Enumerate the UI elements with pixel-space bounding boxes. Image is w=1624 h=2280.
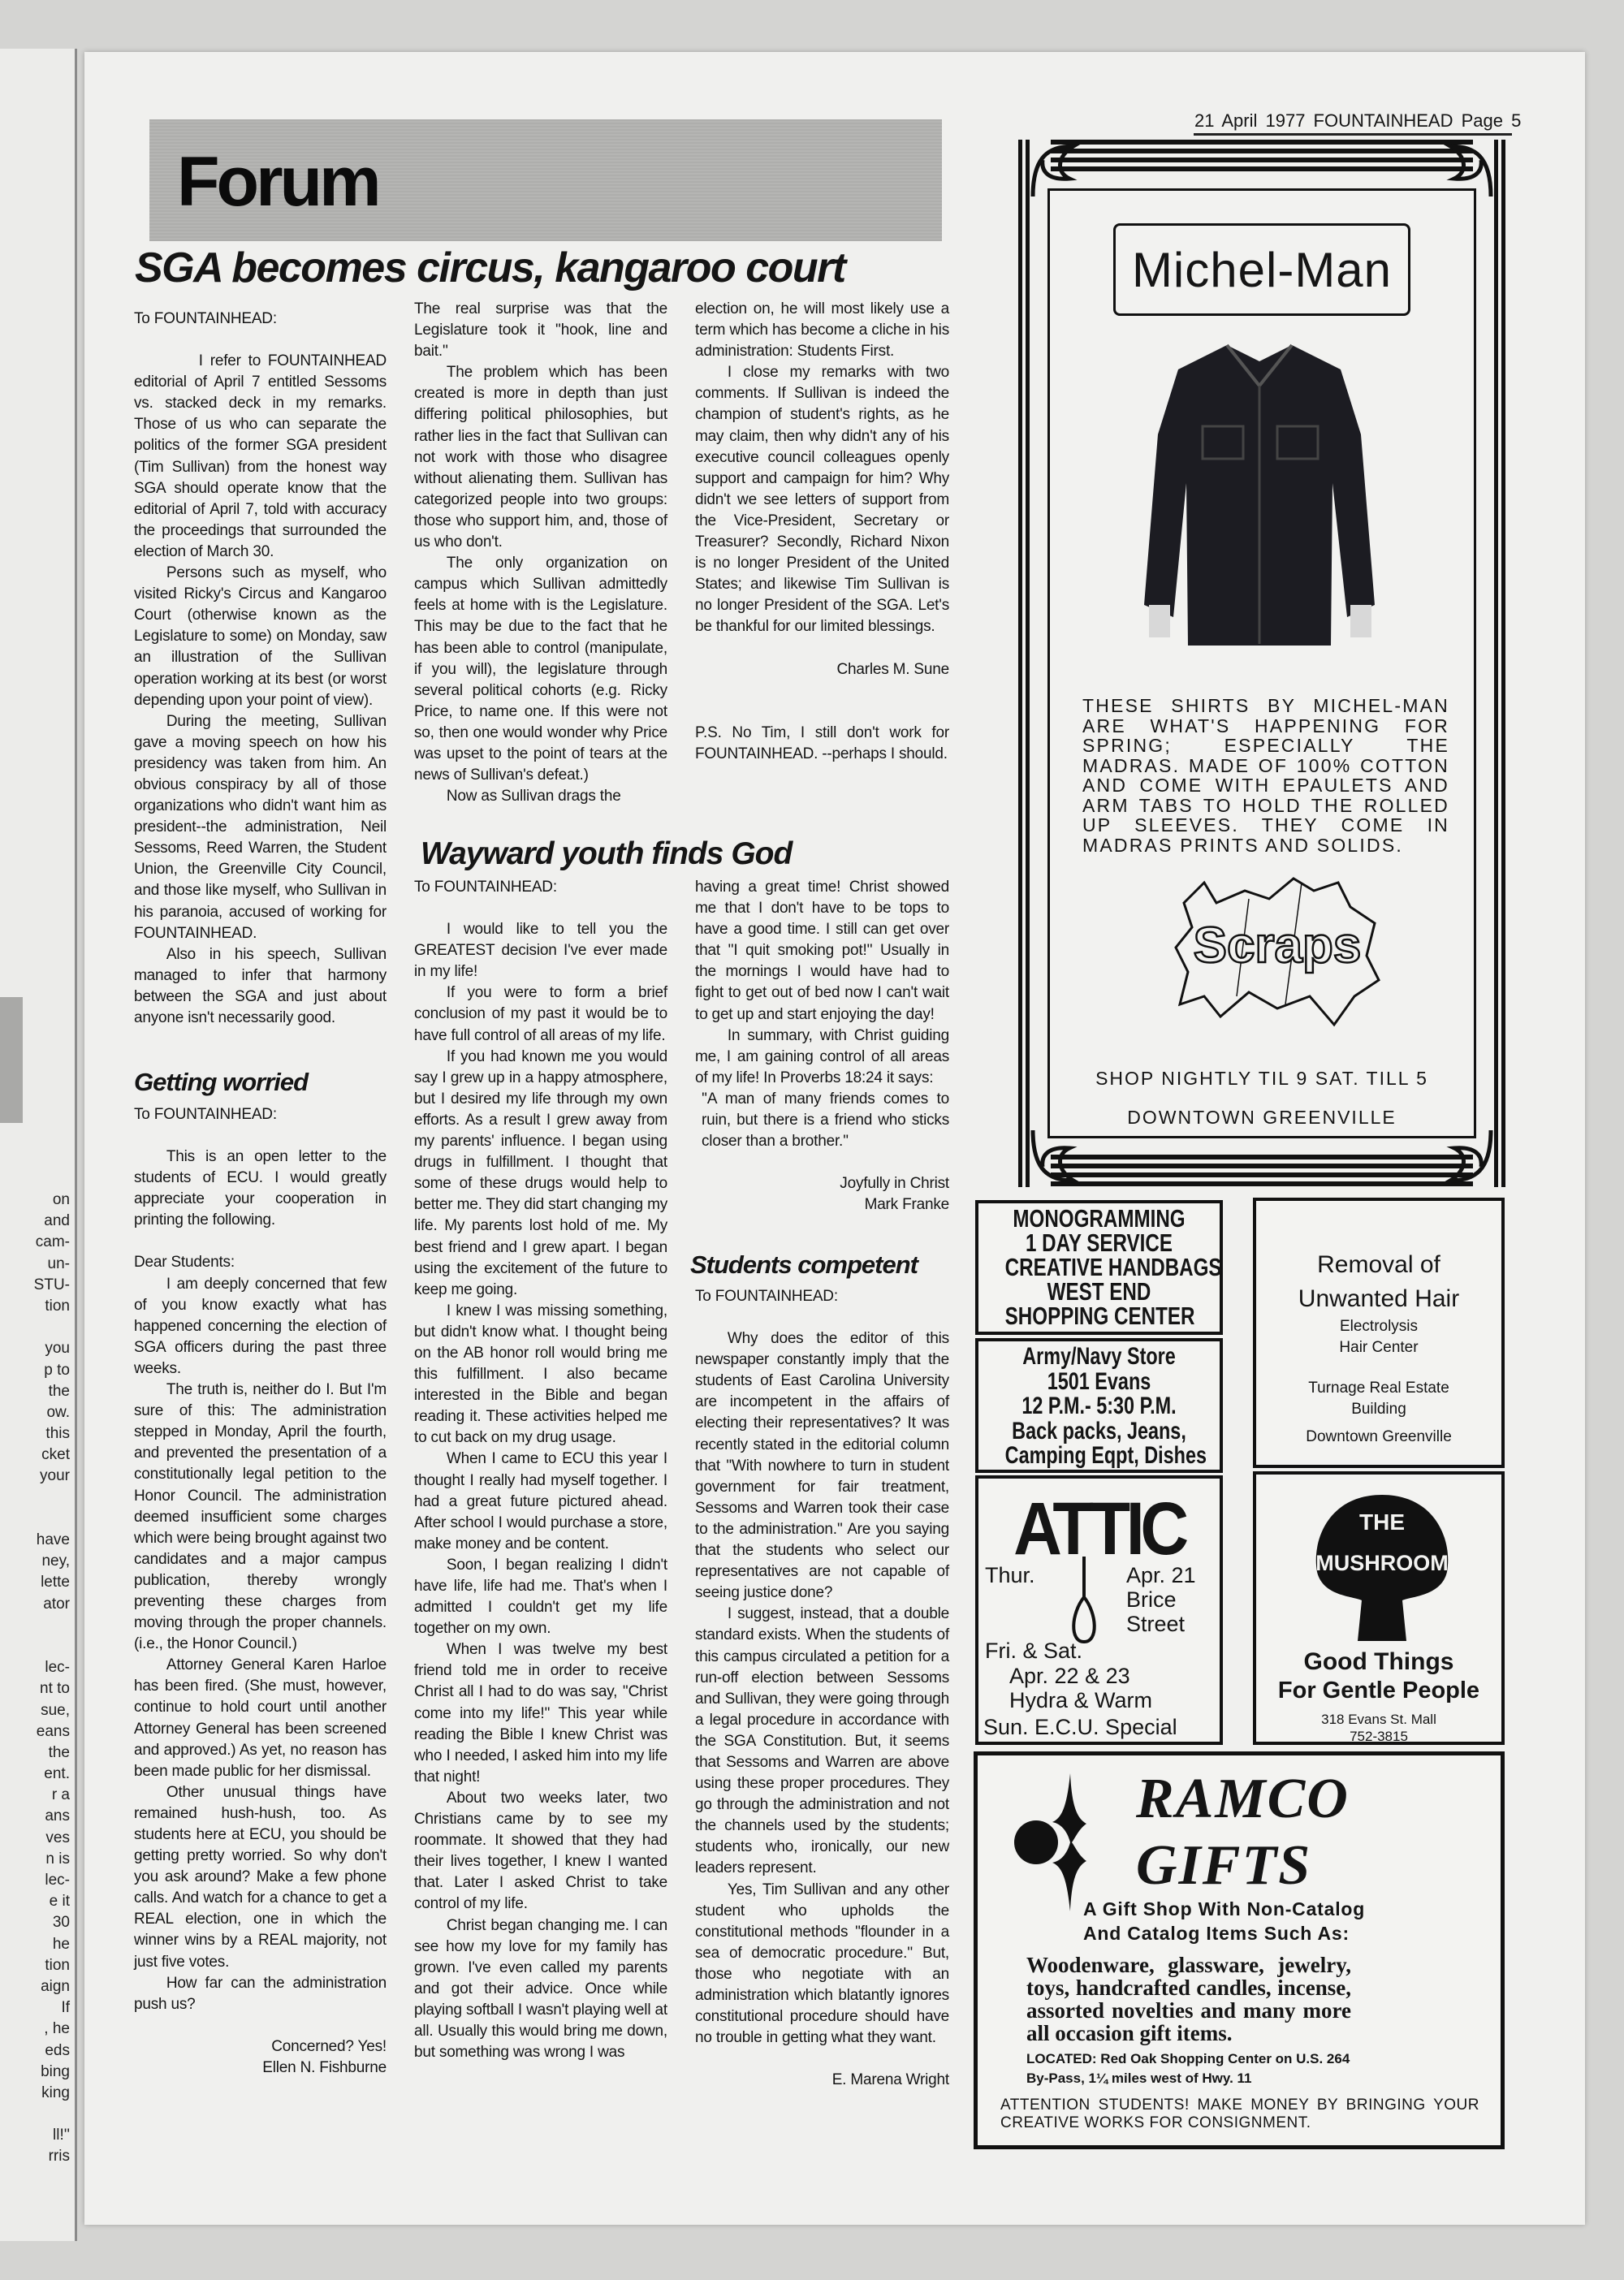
- ad-line: Hair Center: [1339, 1339, 1419, 1356]
- ramco-subtitle: A Gift Shop With Non-Catalog: [1083, 1898, 1366, 1919]
- fragment-line: ney,: [41, 1552, 70, 1570]
- mushroom-address: 318 Evans St. Mall: [1321, 1712, 1436, 1727]
- ramco-attention: ATTENTION STUDENTS! MAKE MONEY BY BRINGING YOUR CREATIVE WORKS FOR CONSIGNMENT.: [1000, 2096, 1479, 2131]
- section-banner: [149, 119, 942, 241]
- fragment-line: have: [36, 1531, 70, 1548]
- scroll-ornament-icon: [1442, 1130, 1499, 1187]
- paragraph: When I came to ECU this year I thought I really had myself together. I had a great future pictured ahead. After school I would purchase a store, make money and be content.: [414, 1450, 667, 1552]
- ad-line: Building: [1351, 1401, 1406, 1418]
- paragraph: In summary, with Christ guiding me, I am gaining control of all areas of my life! In Proverbs 18:24 it says:: [695, 1026, 949, 1086]
- fragment-line: ves: [45, 1829, 70, 1846]
- paragraph: Attorney General Karen Harloe has been fired. (She must, however, continue to hold court until another Attorney General has been screened and approved.) As yet, no reason has been made public for her dismissal.: [134, 1656, 387, 1780]
- mushroom-logo-text: MUSHROOM: [1315, 1551, 1449, 1575]
- paragraph: Why does the editor of this newspaper constantly imply that the students of East Carolina University are incompetent in the affairs of electing their representatives? It was recently stated in the editorial column that ''With nowhere to turn in student government for fair treatment, Sessoms and Warren took their case to the administration.'' Are you saying that the students who select our representatives are not capable of seeing justice done?: [695, 1330, 949, 1602]
- fragment-line: your: [40, 1467, 70, 1485]
- article-wayward-col3: [695, 877, 949, 1216]
- fragment-line: 30: [52, 1914, 70, 1932]
- headline-sga: SGA becomes circus, kangaroo court: [135, 244, 845, 291]
- ad-army-navy-store: [975, 1338, 1223, 1473]
- fragment-line: [0, 1509, 70, 1530]
- ad-line: MONOGRAMMING: [1013, 1204, 1186, 1233]
- fragment-line: , he: [44, 2020, 70, 2038]
- signature: E. Marena Wright: [831, 2071, 949, 2089]
- ad-ramco-gifts: [974, 1751, 1505, 2149]
- signature: Ellen N. Fishburne: [262, 2058, 387, 2076]
- fragment-line: If: [61, 1999, 70, 2017]
- ad-line: 1 DAY SERVICE: [1025, 1229, 1173, 1257]
- ad-line: Electrolysis: [1339, 1318, 1419, 1335]
- ramco-name: GIFTS: [1136, 1834, 1312, 1897]
- fragment-line: aign: [41, 1977, 70, 1995]
- paragraph-spacer: [695, 1307, 949, 1328]
- salutation: To FOUNTAINHEAD:: [134, 310, 277, 327]
- fragment-line: [0, 1488, 70, 1509]
- headline-students-competent: Students competent: [690, 1250, 918, 1279]
- ad-line: Army/Navy Store: [1022, 1343, 1176, 1370]
- fragment-line: the: [48, 1382, 70, 1400]
- paragraph: Also in his speech, Sullivan managed to infer that harmony between the SGA and just about anyone isn't necessarily good.: [134, 945, 387, 1026]
- michel-man-logo: Michel-Man: [1113, 223, 1410, 316]
- paragraph: When I was twelve my best friend told me in order to receive Christ all I had to do was say, ''Christ come into my life!'' This year while reading the Bible I knew Christ was who I needed, I asked him into my life that night!: [414, 1641, 667, 1786]
- fragment-line: [0, 1636, 70, 1657]
- fragment-line: lette: [41, 1574, 70, 1591]
- paragraph: The problem which has been created is more in depth than just differing political philosophies, but rather lies in the fact that Sullivan can not work with those who disagree without alienating them. Sullivan has categorized people into two groups: those who support him, and, those of us who don't.: [414, 364, 667, 551]
- headline-wayward-youth: Wayward youth finds God: [421, 836, 793, 871]
- fragment-line: the: [48, 1743, 70, 1761]
- ad-copy: THESE SHIRTS BY MICHEL-MAN ARE WHAT'S HAPPENING FOR SPRING; ESPECIALLY THE MADRAS. MADE OF 100% COTTON AND COME WITH EPAULETS AND ARM TABS TO HOLD THE ROLLED UP SLEEVES. THEY COME IN MADRAS PRINTS AND SOLIDS.: [1082, 695, 1449, 856]
- ramco-location-text: Red Oak Shopping Center on U.S. 264 By-Pass, 1¼ miles west of Hwy. 11: [1026, 2051, 1350, 2086]
- paragraph: If you were to form a brief conclusion of my past it would be to have full control of all areas of my life.: [414, 984, 667, 1044]
- paragraph: I refer to FOUNTAINHEAD editorial of April 7 entitled Sessoms vs. stacked deck in my remarks. Those of us who can separate the politics of the former SGA president (Tim Sullivan) from the honest way SGA should operate know that the editorial of April 7, told with accuracy the proceedings that surrounded the election of March 30.: [134, 352, 387, 560]
- dateline-rule: [1194, 133, 1512, 136]
- adjacent-page-text-fragment: [0, 1190, 70, 2168]
- fragment-line: [0, 1615, 70, 1636]
- fragment-line: he: [52, 1935, 70, 1953]
- paragraph: Soon, I began realizing I didn't have life, life had me. That's when I admitted I couldn't get my life together on my own.: [414, 1556, 667, 1638]
- paragraph: The real surprise was that the Legislature took it ''hook, line and bait.'': [414, 300, 667, 361]
- attic-date: Apr. 22 & 23: [1009, 1664, 1130, 1688]
- headline-getting-worried: Getting worried: [134, 1068, 309, 1096]
- scroll-ornament-icon: [1025, 1130, 1082, 1187]
- section-title: Forum: [177, 143, 378, 221]
- paragraph: About two weeks later, two Christians came by to see my roommate. It showed that they had their lives together, I knew I wanted that. Later I asked Christ to take control of my life.: [414, 1789, 667, 1913]
- signature: Concerned? Yes!: [271, 2037, 387, 2055]
- paragraph: Persons such as myself, who visited Ricky's Circus and Kangaroo Court (otherwise known as the Legislature to some) on Monday, saw an illustration of the Sullivan operation working at its best (or worst depending upon your point of view).: [134, 564, 387, 709]
- paragraph: I knew I was missing something, but didn't know what. I thought being on the AB honor roll would bring me this fulfillment. I also became interested in the Bible and began reading it. These activities helped me to cut back on my drug usage.: [414, 1302, 667, 1447]
- store-location: DOWNTOWN GREENVILLE: [1127, 1107, 1397, 1128]
- fragment-line: lec-: [45, 1872, 70, 1889]
- dateline: 21 April 1977 FOUNTAINHEAD Page 5: [1194, 110, 1522, 131]
- ad-inner-panel: [1047, 188, 1476, 1138]
- fragment-line: tion: [45, 1297, 70, 1315]
- attic-date: Apr. 21: [1126, 1563, 1196, 1587]
- ramco-location-label: LOCATED:: [1026, 2051, 1097, 2066]
- fragment-line: bing: [41, 2062, 70, 2080]
- paragraph-spacer: [414, 898, 667, 919]
- paragraph: The only organization on campus which Sullivan admittedly feels at home with is the Legislature. This may be due to the fact that he has been able to control (manipulate, if you will), the legislature through several political cohorts (e.g. Ricky Price, to name one. If this were not so, then one would wonder why Price was upset to the point of tears at the news of Sullivan's defeat.): [414, 555, 667, 784]
- paragraph: This is an open letter to the students of ECU. I would greatly appreciate your cooperation in printing the following.: [134, 1148, 387, 1229]
- attic-day: Fri. & Sat.: [985, 1639, 1083, 1663]
- fragment-line: p to: [44, 1361, 70, 1379]
- ad-line: Downtown Greenville: [1306, 1428, 1452, 1445]
- paragraph-spacer: [695, 638, 949, 659]
- mushroom-logo: [1305, 1491, 1459, 1645]
- fragment-line: cket: [41, 1446, 70, 1464]
- ramco-subtitle: And Catalog Items Such As:: [1083, 1923, 1350, 1944]
- ad-line: Back packs, Jeans,: [1012, 1417, 1186, 1444]
- fragment-line: ator: [43, 1595, 70, 1613]
- store-hours: SHOP NIGHTLY TIL 9 SAT. TILL 5: [1095, 1068, 1428, 1089]
- paragraph: P.S. No Tim, I still don't work for FOUNTAINHEAD. --perhaps I should.: [695, 723, 949, 762]
- fragment-line: on: [52, 1191, 70, 1208]
- paragraph-spacer: [134, 1125, 387, 1146]
- paragraph: Other unusual things have remained hush-hush, too. As students here at ECU, you should be getting pretty worried. So why don't you ask around? Make a few phone calls. And watch for a chance to get a REAL election, one in which the winner wins by a REAL majority, not just five votes.: [134, 1783, 387, 1971]
- newspaper-page: [84, 52, 1585, 2225]
- attic-logo: ATTIC: [1013, 1488, 1185, 1570]
- ad-electrolysis: [1253, 1198, 1505, 1468]
- ramco-name: RAMCO: [1136, 1768, 1350, 1830]
- mushroom-tagline: Good Things: [1303, 1648, 1454, 1675]
- fragment-line: sue,: [41, 1701, 70, 1719]
- ramco-items: Woodenware, glassware, jewelry, toys, handcrafted candles, incense, assorted novelties and many more all occasion gift items.: [1026, 1953, 1351, 2045]
- paragraph-spacer: [134, 2015, 387, 2036]
- signature: Charles M. Sune: [836, 660, 949, 678]
- paragraph: I close my remarks with two comments. If Sullivan is indeed the champion of student's rights, as he may claim, then why didn't any of his executive council colleagues openly support and campaign for him? Why didn't we see letters of support from the Vice-President, Secretary or Treasurer? Secondly, Richard Nixon is no longer President of the United States; and likewise Tim Sullivan is no longer President of the SGA. Let's be thankful for our limited blessings.: [695, 364, 949, 636]
- paragraph: How far can the administration push us?: [134, 1974, 387, 2013]
- article-sga-col3: [695, 299, 949, 765]
- fragment-line: n is: [45, 1850, 70, 1868]
- article-worried-col1: [134, 1104, 387, 2079]
- ad-title: Unwanted Hair: [1298, 1285, 1460, 1312]
- scraps-logo-text: Scraps: [1193, 918, 1362, 974]
- signature: Joyfully in Christ: [840, 1175, 949, 1193]
- salutation: Dear Students:: [134, 1254, 235, 1272]
- adjacent-page-edge: [0, 49, 77, 2241]
- paragraph: Yes, Tim Sullivan and any other student who upholds the constitutional methods ''flounder in a sea of democratic procedure.'' But, those who negotiate with an administration which blatantly ignores constitutional procedure should have no trouble in getting what they want.: [695, 1881, 949, 2047]
- paragraph-spacer: [695, 2049, 949, 2070]
- salutation: To FOUNTAINHEAD:: [134, 1106, 277, 1123]
- fragment-line: lec-: [45, 1659, 70, 1677]
- fragment-line: STU-: [33, 1276, 70, 1293]
- ramco-logo-icon: [1013, 1773, 1086, 1911]
- ad-line: 12 P.M.- 5:30 P.M.: [1021, 1393, 1177, 1419]
- article-competent-col3: [695, 1286, 949, 2091]
- paragraph-spacer: [695, 702, 949, 723]
- paragraph: having a great time! Christ showed me that I don't have to be tops to have a good time. I still can get over that ''I quit smoking pot!'' Usually in the mornings I would have had to fight to get out of bed now I can't wait to get up and start enjoying the day!: [695, 879, 949, 1023]
- ad-line: Turnage Real Estate: [1308, 1380, 1449, 1397]
- paragraph: I am deeply concerned that few of you know exactly what has happened concerning the election of SGA officers during the past three weeks.: [134, 1275, 387, 1377]
- fragment-line: ll!'': [53, 2127, 70, 2144]
- fragment-line: you: [45, 1340, 70, 1358]
- paragraph: ''A man of many friends comes to ruin, but there is a friend who sticks closer than a brother.'': [702, 1090, 949, 1151]
- article-wayward-col2: [414, 877, 667, 2063]
- ad-title: Removal of: [1317, 1251, 1440, 1278]
- article-sga-col2: [414, 299, 667, 807]
- paragraph: election on, he will most likely use a term which has become a cliche in his administration: Students First.: [695, 300, 949, 361]
- ramco-location: [1026, 2049, 1351, 2088]
- paragraph: Christ began changing me. I can see how my love for my family has grown. I've even called my parents and got their advice. Once while playing softball I wasn't playing well at all. Usually this would bring me down, but something was wrong I was: [414, 1916, 667, 2062]
- attic-day: Thur.: [985, 1563, 1035, 1587]
- paragraph: Now as Sullivan drags the: [446, 788, 621, 805]
- fragment-line: this: [45, 1425, 70, 1443]
- fragment-line: nt to: [40, 1680, 70, 1698]
- ad-mushroom: [1253, 1471, 1505, 1745]
- paragraph-spacer: [695, 1152, 949, 1173]
- paragraph: I would like to tell you the GREATEST decision I've ever made in my life!: [414, 921, 667, 981]
- attic-band: Street: [1126, 1612, 1186, 1636]
- fragment-line: and: [44, 1212, 70, 1230]
- ad-attic: [975, 1475, 1223, 1745]
- fragment-line: rris: [48, 2148, 70, 2166]
- ad-line: WEST END: [1047, 1277, 1151, 1306]
- fragment-line: [0, 1317, 70, 1338]
- ad-striped-border-top: [1051, 140, 1473, 172]
- mushroom-tagline: For Gentle People: [1277, 1678, 1480, 1704]
- ad-line: Camping Eqpt, Dishes: [1004, 1442, 1207, 1469]
- fragment-line: king: [41, 2084, 70, 2101]
- mushroom-logo-text: THE: [1359, 1509, 1405, 1535]
- salutation: To FOUNTAINHEAD:: [695, 1288, 838, 1305]
- ad-striped-border-bottom: [1051, 1155, 1473, 1187]
- mushroom-phone: 752-3815: [1350, 1729, 1408, 1744]
- article-sga-col1: [134, 309, 387, 1029]
- fragment-line: ent.: [44, 1765, 70, 1783]
- fragment-line: eans: [36, 1722, 70, 1740]
- ad-line: 1501 Evans: [1047, 1367, 1151, 1395]
- paragraph: The truth is, neither do I. But I'm sure of this: The administration stepped in Monday, April the fourth, and prevented the presentation of a constitutionally legal petition to the Honor Council. The administration deemed insufficient some charges which were being brought against two candidates and a major campus publication, thereby wrongly preventing these charges from moving through the proper channels. (i.e., the Honor Council.): [134, 1381, 387, 1653]
- fragment-line: ow.: [46, 1403, 70, 1421]
- fragment-line: cam-: [35, 1233, 70, 1251]
- paragraph-spacer: [695, 680, 949, 702]
- fragment-line: ans: [45, 1807, 70, 1825]
- fragment-line: e it: [49, 1893, 70, 1911]
- signature: Mark Franke: [864, 1196, 949, 1214]
- attic-band: Brice: [1126, 1587, 1177, 1612]
- paragraph: If you had known me you would say I grew up in a happy atmosphere, but I desired my life through my own efforts. As a result I grew away from my parents' influence. I began using drugs in fulfillment. I thought that some of these drugs would help to better me. They did start changing my life. My parents lost hold of me. My best friend and I grew apart. I began using the excitement of the future to keep me going.: [414, 1047, 667, 1298]
- attic-thursday-info: [1126, 1563, 1196, 1636]
- paragraph: I suggest, instead, that a double standard exists. When the students of this campus circulated a petition for a run-off election between Sessoms and Sullivan, they were going through a legal procedure in accordance with the SGA Constitution. But, it seems that Sessoms and Warren are above using these proper procedures. They go through the administration and not the channels used by the students; students who, ironically, our new leaders represent.: [695, 1605, 949, 1877]
- paragraph-spacer: [134, 1231, 387, 1252]
- attic-band: Hydra & Warm: [1009, 1688, 1153, 1712]
- fragment-line: tion: [45, 1956, 70, 1974]
- fragment-line: un-: [47, 1254, 70, 1272]
- ad-monogramming: [975, 1200, 1223, 1335]
- paragraph: During the meeting, Sullivan gave a moving speech on how his presidency was taken from him. An obvious conspiracy by all of those organizations who didn't want him as president--the administration, Neil Sessoms, Reed Warren, the Student Union, the Greenville City Council, and those like myself, who Sullivan in his paranoia, accused of working for FOUNTAINHEAD.: [134, 712, 387, 942]
- noose-icon: [1068, 1557, 1100, 1646]
- fragment-line: eds: [45, 2041, 70, 2059]
- adjacent-page-shaded-block: [0, 997, 23, 1123]
- salutation: To FOUNTAINHEAD:: [414, 879, 557, 896]
- fragment-line: [0, 2104, 70, 2125]
- ad-michel-man: [1018, 140, 1505, 1187]
- fragment-line: r a: [51, 1786, 70, 1804]
- ad-line: SHOPPING CENTER: [1004, 1302, 1195, 1330]
- shirt-illustration-icon: [1138, 337, 1381, 654]
- paragraph-spacer: [134, 330, 387, 351]
- scraps-logo: [1172, 866, 1383, 1029]
- attic-sunday: Sun. E.C.U. Special: [983, 1715, 1177, 1739]
- ad-line: CREATIVE HANDBAGS: [1004, 1253, 1222, 1281]
